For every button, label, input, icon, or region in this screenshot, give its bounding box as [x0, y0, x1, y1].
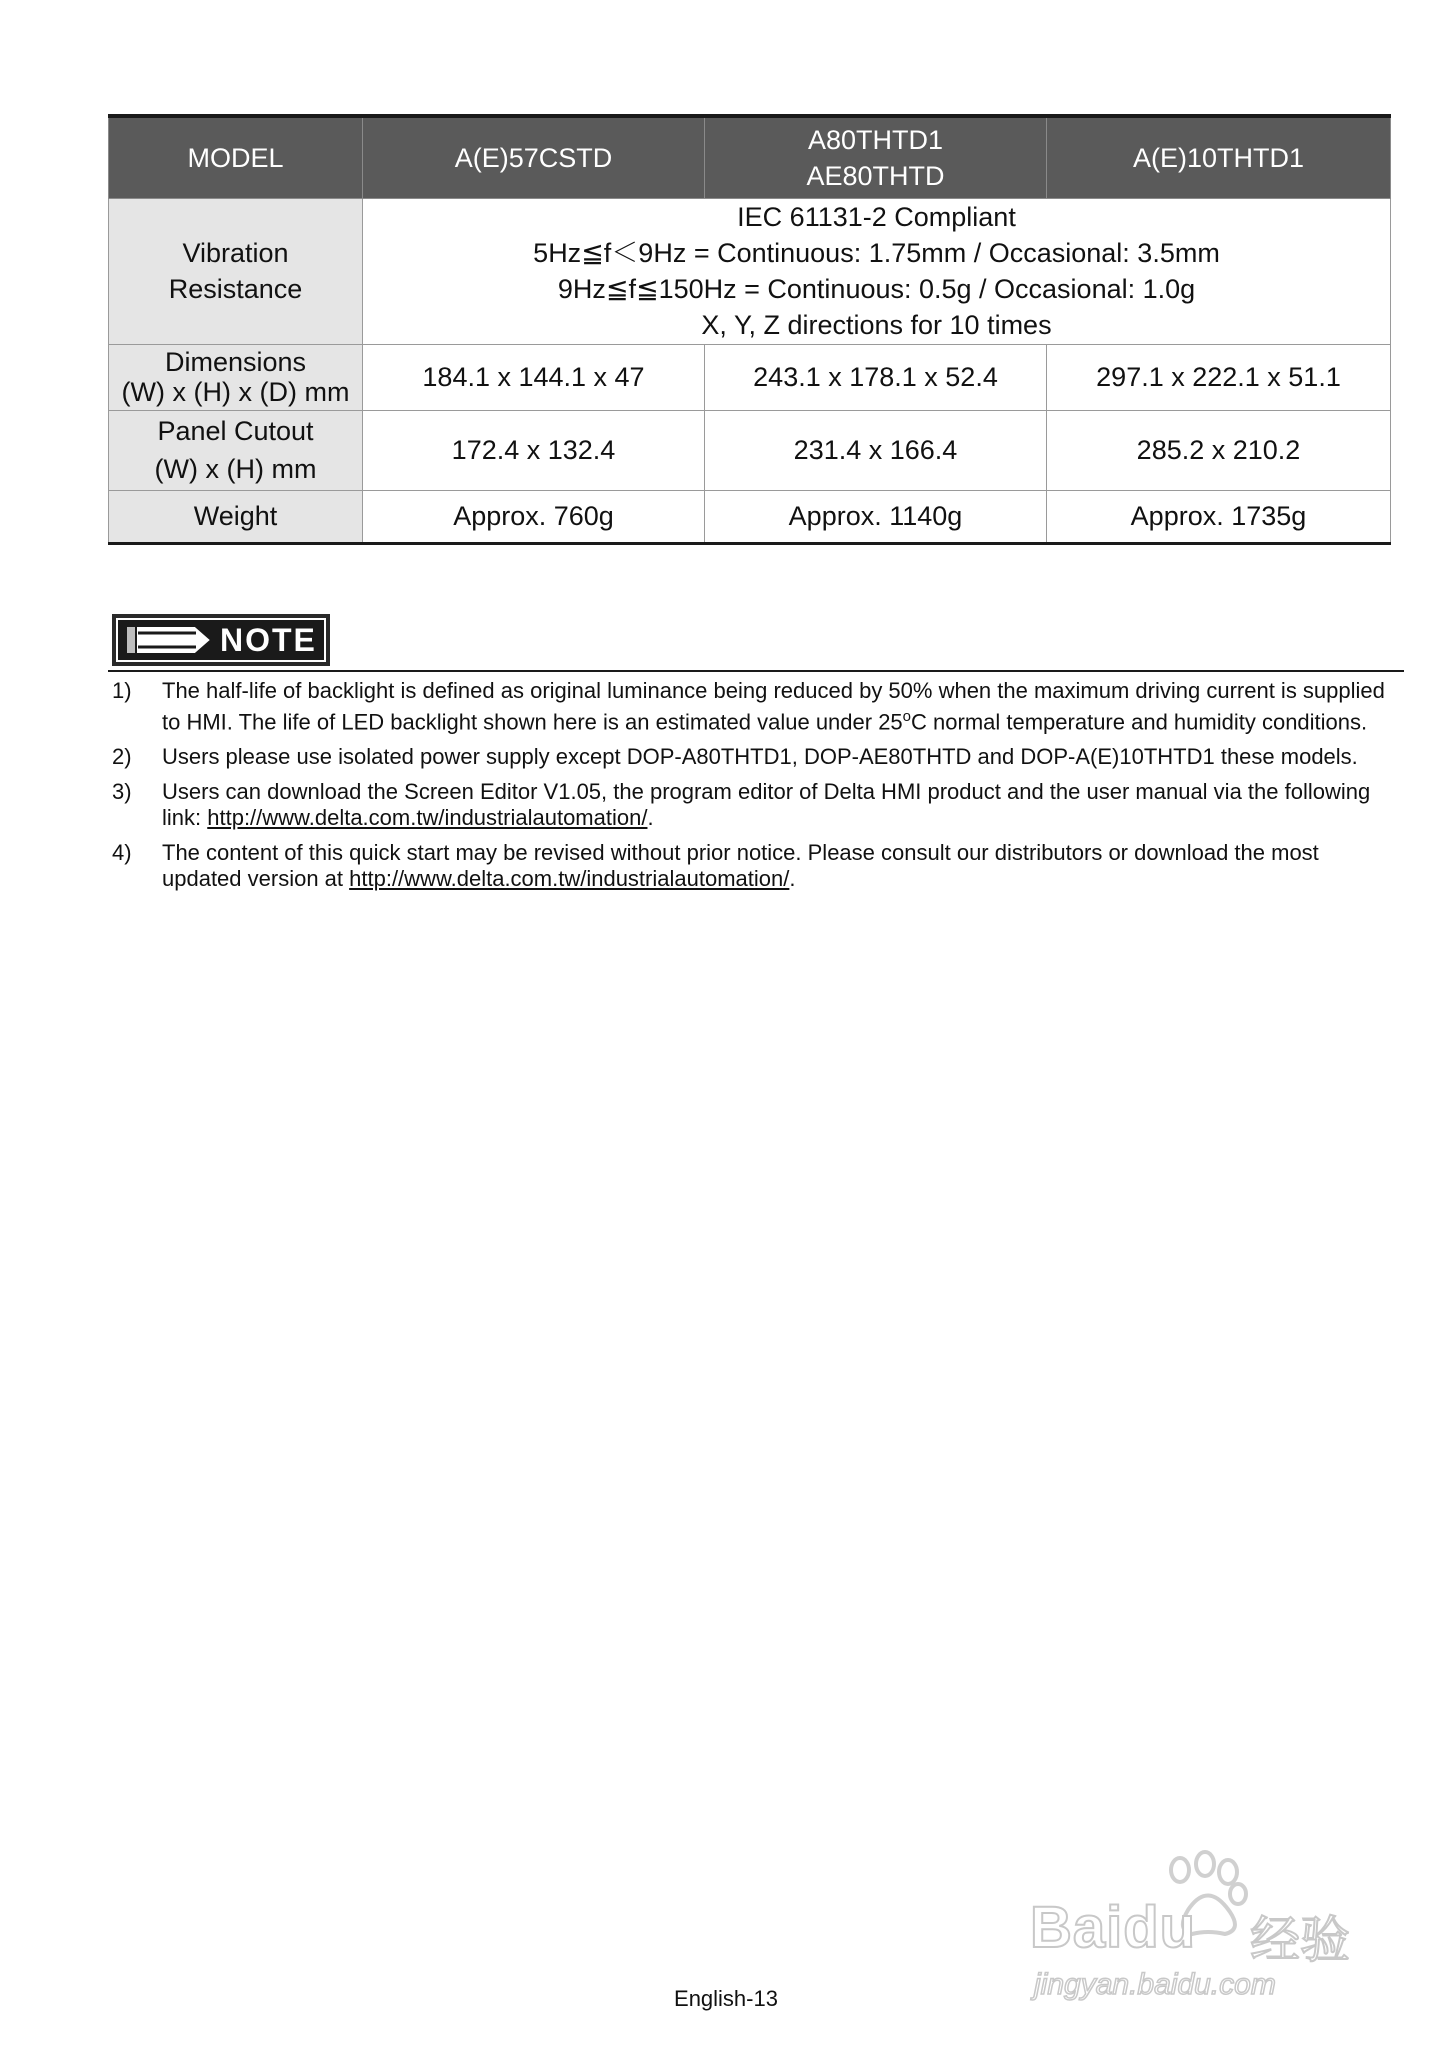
delta-download-link[interactable]: http://www.delta.com.tw/industrialautomation/: [207, 805, 648, 831]
delta-update-link[interactable]: http://www.delta.com.tw/industrialautomation/: [349, 866, 790, 892]
note-text-end: .: [789, 866, 796, 892]
vibration-label: [109, 198, 363, 344]
weight-value: Approx. 1735g: [1047, 490, 1391, 543]
header-row: [109, 116, 1391, 198]
dimensions-value: 297.1 x 222.1 x 51.1: [1047, 344, 1391, 410]
weight-value: Approx. 760g: [363, 490, 705, 543]
vibration-row: [109, 198, 1391, 344]
notes-list: [112, 678, 1392, 901]
note-text-part: The half-life of backlight is defined as original luminance being reduced by 50% when the maximum driving current is supplied to HMI. The life of LED backlight shown here is an estimated value under 25: [162, 678, 1385, 735]
header-model-2-line2: AE80THTD: [806, 160, 945, 191]
panel-cutout-label-line2: (W) x (H) mm: [154, 454, 317, 484]
note-item: [112, 840, 1392, 892]
panel-cutout-label-line1: Panel Cutout: [157, 416, 314, 446]
watermark-url: jingyan.baidu.com: [1034, 1968, 1276, 2001]
vibration-line: IEC 61131-2 Compliant: [737, 202, 1016, 232]
panel-cutout-row: [109, 410, 1391, 490]
spec-table: [108, 114, 1391, 545]
header-model-1: A(E)57CSTD: [363, 116, 705, 198]
dimensions-label-line2: (W) x (H) x (D) mm: [121, 377, 350, 407]
note-text: [162, 840, 1392, 892]
vibration-line: 5Hz≦f＜9Hz = Continuous: 1.75mm / Occasional: 3.5mm: [533, 238, 1220, 268]
note-text: [162, 779, 1392, 831]
note-number: 2): [112, 744, 132, 770]
note-text: Users please use isolated power supply except DOP-A80THTD1, DOP-AE80THTD and DOP-A(E)10THTD1 these models.: [162, 744, 1358, 770]
vibration-line: 9Hz≦f≦150Hz = Continuous: 0.5g / Occasional: 1.0g: [557, 274, 1196, 304]
vibration-label-line1: Vibration: [182, 238, 289, 268]
dimensions-label: [109, 344, 363, 410]
panel-cutout-value: 285.2 x 210.2: [1047, 410, 1391, 490]
note-text-part: The content of this quick start may be revised without prior notice. Please consult our distributors or download the most updated version at: [162, 840, 1319, 892]
note-text-end: .: [647, 805, 654, 831]
note-text: [162, 678, 1392, 735]
note-number: 3): [112, 779, 132, 805]
note-divider: [108, 670, 1404, 672]
panel-cutout-value: 172.4 x 132.4: [363, 410, 705, 490]
watermark-cn: 经验: [1250, 1911, 1350, 1969]
weight-row: [109, 490, 1391, 543]
header-model-2-line1: A80THTD1: [807, 124, 944, 155]
weight-label: Weight: [109, 490, 363, 543]
vibration-label-line2: Resistance: [168, 274, 303, 304]
dimensions-label-line1: Dimensions: [164, 347, 307, 377]
dimensions-value: 184.1 x 144.1 x 47: [363, 344, 705, 410]
page-footer: English-13: [674, 1986, 778, 2011]
panel-cutout-value: 231.4 x 166.4: [705, 410, 1047, 490]
note-number: 1): [112, 678, 132, 703]
dimensions-value: 243.1 x 178.1 x 52.4: [705, 344, 1047, 410]
baidu-watermark: [1030, 1850, 1370, 2010]
degree-sup: o: [902, 708, 912, 725]
panel-cutout-label: [109, 410, 363, 490]
dimensions-row: [109, 344, 1391, 410]
vibration-spec: [363, 198, 1391, 344]
note-number: 4): [112, 840, 132, 866]
note-item: [112, 678, 1392, 735]
header-model: MODEL: [109, 116, 363, 198]
note-item: [112, 779, 1392, 831]
header-model-3: A(E)10THTD1: [1047, 116, 1391, 198]
note-badge-label: NOTE: [220, 622, 317, 658]
note-text-part: Users can download the Screen Editor V1.05, the program editor of Delta HMI product and the user manual via the following link:: [162, 779, 1371, 831]
header-model-2: [705, 116, 1047, 198]
vibration-line: X, Y, Z directions for 10 times: [701, 310, 1052, 340]
note-badge: [112, 614, 330, 666]
note-item: [112, 744, 1392, 770]
weight-value: Approx. 1140g: [705, 490, 1047, 543]
note-text-part: C normal temperature and humidity conditions.: [911, 709, 1368, 735]
watermark-brand: Baidu: [1030, 1895, 1197, 1960]
